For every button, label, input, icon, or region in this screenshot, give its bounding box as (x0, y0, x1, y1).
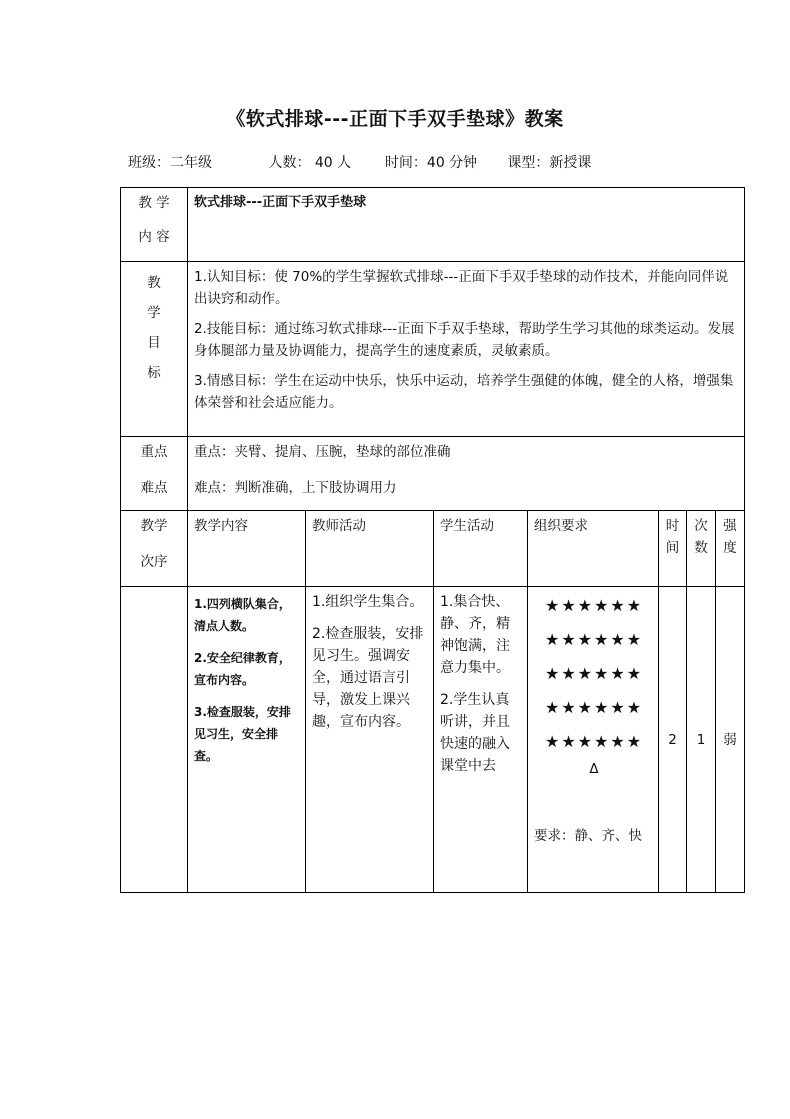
content-items-cell (188, 587, 306, 893)
goals-label-char: 学 (147, 305, 161, 321)
teacher-header: 教师活动 (306, 511, 434, 587)
formation-row: ★★★★★★ (544, 596, 644, 615)
key-label-cell (121, 437, 188, 511)
page-title: 《软式排球---正面下手双手垫球》教案 (226, 108, 564, 130)
intensity-header (716, 511, 745, 587)
requirement-text: 要求：静、齐、快 (534, 828, 642, 844)
body-row (121, 587, 745, 893)
class-info: 班级：二年级 (128, 155, 212, 171)
goals-list (188, 262, 745, 437)
times-header (687, 511, 716, 587)
content-value: 软式排球---正面下手双手垫球 (188, 188, 745, 262)
content-item: 3.检查服装，安排见习生，安全排查。 (194, 705, 291, 763)
content-label-cell (121, 188, 188, 262)
type-info: 课型：新授课 (507, 155, 592, 171)
order-header-line2: 次序 (140, 554, 168, 570)
key-label-line1: 重点 (140, 444, 168, 460)
time-header (659, 511, 687, 587)
times-value: 1 (687, 587, 716, 893)
difficulty-point: 难点：判断准确，上下肢协调用力 (194, 480, 397, 496)
goal-item: 1.认知目标：使 70%的学生掌握软式排球---正面下手双手垫球的动作技术，并能向同伴说出诀窍和动作。 (194, 269, 729, 307)
formation-row: ★★★★★★ (544, 732, 644, 751)
formation-diagram (534, 589, 654, 759)
content-item: 1.四列横队集合，清点人数。 (194, 597, 291, 633)
order-header-line1: 教学 (140, 518, 168, 534)
order-header (121, 511, 188, 587)
times-header-line2: 数 (694, 540, 708, 556)
teacher-items-cell (306, 587, 434, 893)
time-header-line1: 时 (665, 518, 680, 534)
student-activity-item: 2.学生认真听讲，并且快速的融入课堂中去 (440, 692, 510, 774)
intensity-value: 弱 (716, 587, 745, 893)
key-label-line2: 难点 (140, 480, 168, 496)
content-header: 教学内容 (188, 511, 306, 587)
lesson-info (128, 152, 591, 172)
formation-row: ★★★★★★ (544, 698, 644, 717)
goals-label-cell (121, 262, 188, 437)
organization-cell (528, 587, 659, 893)
goals-label-char: 标 (147, 365, 161, 381)
key-cell (188, 437, 745, 511)
content-item: 2.安全纪律教育，宣布内容。 (194, 651, 291, 687)
header-row (121, 511, 745, 587)
times-header-line1: 次 (694, 518, 708, 534)
teacher-activity-item: 2.检查服装，安排见习生。强调安全，通过语言引导，激发上课兴趣，宣布内容。 (312, 626, 424, 730)
intensity-header-line2: 度 (723, 540, 737, 556)
order-cell (121, 587, 188, 893)
formation-row: ★★★★★★ (544, 664, 644, 683)
goal-item: 3.情感目标：学生在运动中快乐，快乐中运动，培养学生强健的体魄，健全的人格，增强集体荣誉和社会适应能力。 (194, 373, 734, 411)
student-header: 学生活动 (434, 511, 528, 587)
content-row (121, 188, 745, 262)
formation-row: ★★★★★★ (544, 630, 644, 649)
time-value: 2 (659, 587, 687, 893)
count-info: 人数： 40 人 (268, 155, 352, 171)
teacher-marker: Δ (589, 761, 599, 777)
goals-label-char: 目 (147, 335, 161, 351)
time-header-line2: 间 (665, 540, 680, 556)
organization-header: 组织要求 (528, 511, 659, 587)
lesson-plan-table (120, 187, 745, 893)
content-label-line1: 教 学 (138, 195, 170, 211)
teacher-activity-item: 1.组织学生集合。 (312, 594, 424, 610)
goals-label-char: 教 (147, 275, 161, 291)
student-activity-item: 1.集合快、静、齐，精神饱满，注意力集中。 (440, 594, 510, 676)
intensity-header-line1: 强 (723, 518, 737, 534)
key-point: 重点：夹臂、提肩、压腕，垫球的部位准确 (194, 444, 451, 460)
goal-item: 2.技能目标：通过练习软式排球---正面下手双手垫球，帮助学生学习其他的球类运动。发展身体腿部力量及协调能力，提高学生的速度素质，灵敏素质。 (194, 321, 735, 359)
content-label-line2: 内 容 (138, 229, 170, 245)
key-row (121, 437, 745, 511)
student-items-cell (434, 587, 528, 893)
goals-row (121, 262, 745, 437)
time-info: 时间：40 分钟 (384, 155, 478, 171)
